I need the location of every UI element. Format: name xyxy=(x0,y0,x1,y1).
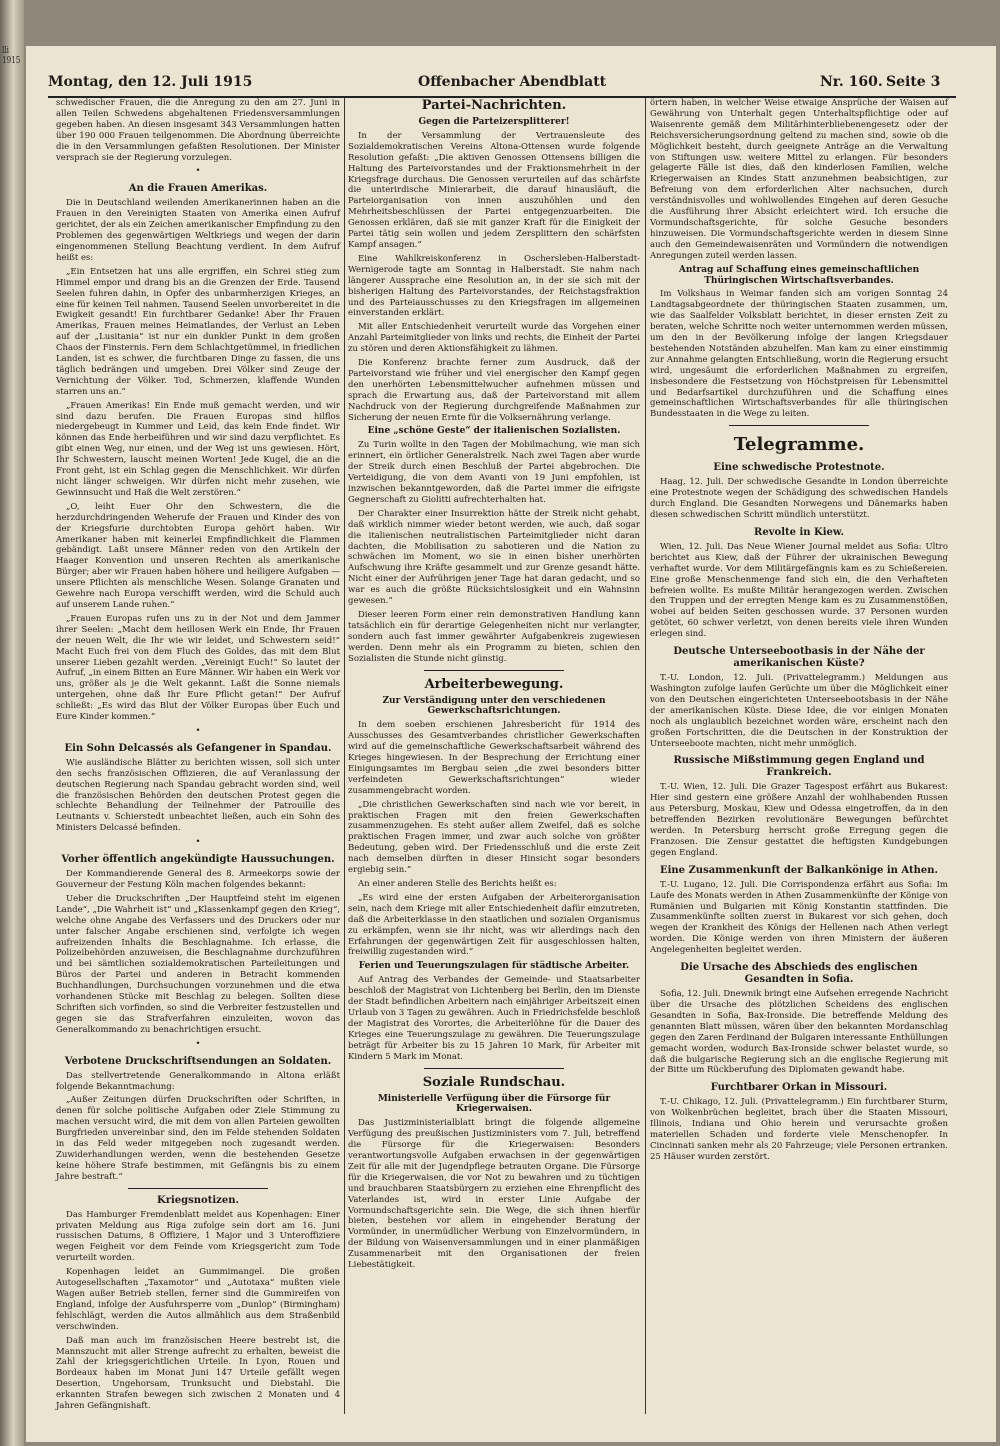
article-text: Der Kommandierende General des 8. Armeekorps sowie der Gouverneur der Festung Köln machen folgendes bekannt: xyxy=(56,869,340,890)
previous-page-edge xyxy=(0,0,24,1446)
article-text: Eine Wahlkreiskonferenz in Oschersleben-Halberstadt-Wernigerode tagte am Sonntag in Halberstadt. Sie nahm nach längerer Aussprache eine Resolution an, in der sie sich mit der bisherigen Haltung des Parteivorstandes, der Reichstagsfraktion und des Parteiausschusses zu den Kriegsfragen im allgemeinen einverstanden erklärt. xyxy=(348,253,640,319)
article-text: T.-U. Lugano, 12. Juli. Die Corrispondenza erfährt aus Sofia: Im Laufe des Monats werden in Athen Zusammenkünfte der Könige von Rumänien und Bulgarien mit König Konstantin stattfinden. Die Zusammenkünfte sollten zuerst in Bukarest vor sich gehen, doch wegen der Krankheit des Königs der Hellenen nach Athen verlegt worden. Die Könige werden von ihren Ministern der äußeren Angelegenheiten begleitet werden. xyxy=(650,879,948,956)
article-text: örtern haben, in welcher Weise etwaige Ansprüche der Waisen auf Gewährung von Unterhalt gegen Unterhaltspflichtige oder auf Waisenrente gemäß dem Militärhinterbliebenengesetz oder der Reichsversicherungsordnung geltend zu machen sind, sowie ob die Möglichkeit besteht, durch geeignete Anträge an die Verwaltung von Stiftungen usw. weitere Mittel zu erlangen. Für besonders gelagerte Fälle ist dies, daß den kinderlosen Familien, welche Kriegerwaisen an Kindes Statt anzunehmen beabsichtigen, zur Befreiung von dem erforderlichen Alter nachsuchen, durch verständnisvolles und wohlwollendes Eingehen auf deren Gesuche die Ausführung ihrer Absicht erleichtert wird. Ich ersuche die Vormundschaftsgerichte, für solche Gesuche besonders hinzuweisen. Die Vormundschaftsgerichte werden in diesem Sinne auch den Gemeindewaisenräten und Vormündern die notwendigen Anregungen zuteil werden lassen. xyxy=(650,98,948,261)
headline-druckschriften: Verbotene Druckschriftsendungen an Soldaten. xyxy=(64,1055,332,1067)
separator-line xyxy=(424,670,564,671)
article-text: Haag, 12. Juli. Der schwedische Gesandte in London überreichte eine Protestnote wegen der Schädigung des schwedischen Handels durch England. Die Gesandten Norwegens und Dänemarks haben diesen schwedischen Schritt mündlich unterstützt. xyxy=(650,477,948,520)
headline-soziale-rundschau: Soziale Rundschau. xyxy=(422,1074,566,1090)
column-2 xyxy=(348,98,640,1274)
article-text: Daß man auch im französischen Heere bestrebt ist, die Mannszucht mit aller Strenge aufrecht zu erhalten, beweist die Zahl der kriegsgerichtlichen Urteile. In Lyon, Rouen und Bordeaux haben im Monat Juni 147 Urteile gefällt wegen Desertion, Ungehorsam, Trunksucht und Diebstahl. Die erkannten Strafen bewegen sich zwischen 2 Monaten und 4 Jahren Gefängnishaft. xyxy=(56,1335,340,1412)
article-text: schwedischer Frauen, die die Anregung zu den am 27. Juni in allen Teilen Schwedens abgehaltenen Friedensversammlungen gegeben haben. An diesen insgesamt 343 Versammlungen hatten über 190 000 Frauen teilgenommen. Die Abordnung überreichte die in den Versammlungen gefaßten Resolutionen. Der Minister versprach sie der Regierung vorzulegen. xyxy=(56,98,340,163)
article-text: T.-U. Wien, 12. Juli. Die Grazer Tagespost erfährt aus Bukarest: Hier sind gestern eine größere Anzahl der wohlhabenden Russen aus Petersburg, Moskau, Kiew und Odessa eingetroffen, da in den betreffenden Bezirken revolutionäre Bewegungen befürchtet werden. In Petersburg herrscht große Erregung gegen die Franzosen. Die Zensur gestattet die heftigsten Kundgebungen gegen England. xyxy=(650,782,948,858)
article-text: Die Konferenz brachte ferner zum Ausdruck, daß der Parteivorstand wie früher und viel energischer den Kampf gegen den unerhörten Lebensmittelwucher aufnehmen müssen und sprach die Erwartung aus, daß der Parteivorstand mit allem Nachdruck von der Regierung durchgreifende Maßnahmen zur Sicherung der neuen Ernte für die Volksernährung verlange. xyxy=(348,358,640,423)
separator-line xyxy=(128,1188,268,1189)
column-rule xyxy=(645,98,646,1414)
separator-dot: • xyxy=(195,725,201,736)
previous-page-fragment: lli 1915 xyxy=(2,46,21,66)
article-text: „Frauen Europas rufen uns zu in der Not und dem Jammer ihrer Seelen: „Macht dem heillosen Werk ein Ende, Ihr Frauen der neuen Welt, die Ihr wie wir leidet, und Schwestern seid!“ Macht Euch frei von dem Fluch des Goldes, das mit dem Blut unserer Lieben gezahlt werden. „Vereinigt Euch!“ So lautet der Aufruf, „in einem Bitten an Eure Männer. Wir haben ein Werk vor uns, größer als je die Welt gekannt. Laßt die Sonne niemals untergehen, ohne daß Ihr Eure Pflicht getan!“ Der Aufruf schließt: „Es wird das Blut der Völker Europas über Euch und Eure Kinder kommen.“ xyxy=(56,613,340,723)
article-text: In der Versammlung der Vertrauensleute des Sozialdemokratischen Vereins Altona-Ottensen wurde folgende Resolution gefaßt: „Die aktiven Genossen Ottensens billigen die Haltung des Parteivorstandes und der Fraktionsmehrheit in der Kriegsfrage durchaus. Die Genossen verurteilen auf das schärfste die unterirdische Minierarbeit, die darauf hinausläuft, die Parteiorganisation von innen auszuhöhlen und den Mehrheitsbeschlüssen der Partei entgegenzuarbeiten. Die Genossen erklären, daß sie mit ganzer Kraft für die Einigkeit der Partei tätig sein wollen und jedem Zersplittern den schärfsten Kampf ansagen.“ xyxy=(348,130,640,250)
article-text: Das Hamburger Fremdenblatt meldet aus Kopenhagen: Einer privaten Meldung aus Riga zufolge sein dort am 16. Juni russischen Datums, 8 Offiziere, 1 Major und 3 Unteroffiziere wegen Feigheit vor dem Feinde vom Kriegsgericht zum Tode verurteilt worden. xyxy=(56,1209,340,1264)
article-text: Im Volkshaus in Weimar fanden sich am vorigen Sonntag 24 Landtagsabgeordnete der thüringischen Staaten zusammen, um, wie das Saalfelder Volksblatt berichtet, in dieser ernsten Zeit zu beraten, welche Schritte noch weiter unternommen werden müssen, um den in der Bevölkerung infolge der langen Kriegsdauer bestehenden Notständen abzuhelfen. Man kam zu einer einstimmig zur Annahme gelangten Entschließung, worin die Regierung ersucht wird, ungesäumt die erforderlichen Maßnahmen zu ergreifen, insbesondere die Festsetzung von Höchstpreisen für Lebensmittel und Bedarfsartikel durchzuführen und die Schaffung eines gemeinschaftlichen Wirtschaftsverbandes für alle thüringischen Bundesstaaten in die Wege zu leiten. xyxy=(650,289,948,420)
separator-dot: • xyxy=(195,166,201,177)
headline-russische-missstimmung: Russische Mißstimmung gegen England und Frankreich. xyxy=(673,755,925,779)
column-rule xyxy=(344,98,345,1414)
article-text: Kopenhagen leidet an Gummimangel. Die großen Autogesellschaften „Taxamotor“ und „Autotaxa“ mußten viele Wagen außer Betrieb stellen, ferner sind die Gummireifen von England, infolge der Ausfuhrsperre vom „Dunlop“ (Birmingham) fehlschlägt, werden die Autos allmählich aus dem Straßenbild verschwinden. xyxy=(56,1267,340,1332)
headline-partei-nachrichten: Partei-Nachrichten. xyxy=(421,98,567,113)
article-text: „Ein Entsetzen hat uns alle ergriffen, ein Schrei stieg zum Himmel empor und drang bis an die Grenzen der Erde. Tausend Seelen fuhren dahin, in Opfer des unbarmherzigen Krieges, an eine für keinen Teil nahmen. Tausend Seelen unvorbereitet in die Ewigkeit gesandt! Ein furchtbarer Gedanke! Aber Ihr Frauen Amerikas, Frauen meines Heimatlandes, der Verlust an Leben auf der „Lusitania“ ist nur ein dunkler Punkt in dem großen Chaos der Finsternis. Fern dem Schlachtgetümmel, in friedlichen Landen, ist es schwer, die furchtbaren Dinge zu fassen, die uns täglich bedrängen und umgeben. Drei Völker sind Zeuge der Vernichtung der Völker. Tod, Schmerzen, klaffende Wunden starren uns an.“ xyxy=(56,266,340,397)
article-text: T.-U. London, 12. Juli. (Privattelegramm.) Meldungen aus Washington zufolge laufen Gerüchte um über die Möglichkeit einer von den Deutschen eingerichteten Unterseebootsbasis in der Nähe der amerikanischen Küste. Diese Idee, die vor einigen Monaten noch als unglaublich bezeichnet worden wäre, erscheint nach den großen Fortschritten, die die Deutschen in der Konstruktion der Unterseeboote machten, nicht mehr unmöglich. xyxy=(650,673,948,749)
column-1 xyxy=(56,98,340,1415)
article-text: In dem soeben erschienen Jahresbericht für 1914 des Ausschusses des Gesamtverbandes christlicher Gewerkschaften wird auf die gemeinschaftliche Gewerkschaftsarbeit während des Krieges hingewiesen. In der Besprechung der Errichtung einer Einigungsamtes im Bergbau seien „die zwei besonders bitter verfeindeten Gewerkschaftsrichtungen“ wieder zusammengebracht worden. xyxy=(348,720,640,796)
headline-frauen-amerikas: An die Frauen Amerikas. xyxy=(128,183,268,195)
article-text: Wien, 12. Juli. Das Neue Wiener Journal meldet aus Sofia: Ultro berichtet aus Kiew, daß der Führer der ukrainischen Bewegung verhaftet wurde. Vor dem Militärgefängnis kam es zu Schießereien. Eine große Menschenmenge fand sich ein, die den Verhafteten befreien wollte. Es mußte Militär herangezogen werden. Zwischen den Truppen und der erregten Menge kam es zu Zusammenstößen, wobei auf beiden Seiten geschossen wurde. 37 Personen wurden getötet, 60 schwer verletzt, von denen bereits viele ihren Wunden erlegen sind. xyxy=(650,541,948,640)
subheadline: Eine „schöne Geste“ der italienischen Sozialisten. xyxy=(367,426,621,437)
article-text: Sofia, 12. Juli. Dnewnik bringt eine Aufsehen erregende Nachricht über die Ursache des plötzlichen Scheidens des englischen Gesandten in Sofia, Bax-Ironside. Die betreffende Meldung des genannten Blatt müssen, wären über den bekannten Mordanschlag gegen den Zaren Ferdinand der Bulgaren interessante Enthüllungen gemacht worden, wodurch Bax-Ironside schwer belastet wurde, so daß die bulgarische Regierung sich an die englische Regierung mit der Bitte um Rückberufung des Diplomaten gewandt habe. xyxy=(650,989,948,1076)
article-text: Ueber die Druckschriften „Der Hauptfeind steht im eigenen Lande“, „Die Wahrheit ist“ und „Klassenkampf gegen den Krieg“, welche ohne Angabe des Verfassers und des Druckers oder nur unter falscher Angabe erschienen sind, verfolgte ich wegen aufreizenden Inhalts die Beschlagnahme. Ich erlasse, die Polizeibehörden anzuweisen, die Beschlagnahme durchzuführen und bei sämtlichen sozialdemokratischen Parteileitungen und Büros der Partei und anderen in Betracht kommenden Buchhandlungen, Durchsuchungen vorzunehmen und die etwa vorhandenen Stücke mit Beschlag zu belegen. Sollten diese Schriften sich vorfinden, so sind die Verbreiter festzustellen und gegen sie das Strafverfahren einzuleiten, wovon das Generalkommando zu benachrichtigen ersucht. xyxy=(56,893,340,1035)
article-text: An einer anderen Stelle des Berichts heißt es: xyxy=(358,879,557,889)
article-text: „O, leiht Euer Ohr den Schwestern, die die herzdurchdringenden Weherufe der Frauen und Kinder des von der Kriegsfurie durchtobten Europa gehört haben. Wir Amerikaner haben mit keinerlei Empfindlichkeit die Flammen gebändigt. Laßt unsere Männer reden von den Artikeln der Haager Konvention und unseren Rechten als amerikanische Bürger; aber wir Frauen haben höhere und heiligere Aufgaben — unsere Pflichten als menschliche Wesen. Solange Granaten und Gewehre nach Europa verschifft werden, wird die Schuld auch auf unserem Lande ruhen.“ xyxy=(56,501,340,610)
article-text: Auf Antrag des Verbandes der Gemeinde- und Staatsarbeiter beschloß der Magistrat von Lichtenberg bei Berlin, den im Dienste der Stadt befindlichen Arbeitern nach einjähriger Arbeitszeit einen Urlaub von 3 Tagen zu gewähren. Auch in Friedrichsfelde beschloß der Magistrat des Vorortes, die Arbeiterlöhne für die Dauer des Krieges eine Teuerungszulage zu gewähren. Die Teuerungszulage beträgt für Arbeiter bis zu 15 Jahren 10 Mark, für Arbeiter mit Kindern 5 Mark im Monat. xyxy=(348,975,640,1062)
article-text: Die in Deutschland weilenden Amerikanerinnen haben an die Frauen in den Vereinigten Staaten von Amerika einen Aufruf gerichtet, der als ein Zeichen amerikanischer Empfindung zu den Problemen des gegenwärtigen Weltkriegs und wegen der darin eingenommenen Stellung Beachtung verdient. In dem Aufruf heißt es: xyxy=(56,198,340,263)
article-text: Zu Turin wollte in den Tagen der Mobilmachung, wie man sich erinnert, ein örtlicher Generalstreik. Nach zwei Tagen aber wurde der Streik durch einen Beschluß der Partei abgebrochen. Die Verteidigung, die von dem Avanti von 19 Juni empfohlen, ist inzwischen bekanntgeworden, daß die Partei immer die eifrigste Gegnerschaft zu Giolitti aufrechterhalten hat. xyxy=(348,440,640,505)
article-text: Dieser leeren Form einer rein demonstrativen Handlung kann tatsächlich ein für derartige Gelegenheiten nicht nur verlangter, sondern auch fast immer gewährter Aufgabenkreis zugewiesen werden. Denn mehr als ein Programm zu bieten, schien den Sozialisten die Stunde nicht günstig. xyxy=(348,609,640,664)
headline-telegramme: Telegramme. xyxy=(733,434,865,456)
subheadline: Zur Verständigung unter den verschiedenen Gewerkschaftsrichtungen. xyxy=(382,695,606,717)
subheadline: Ferien und Teuerungszulagen für städtische Arbeiter. xyxy=(358,961,630,972)
article-text: Das stellvertretende Generalkommando in Altona erläßt folgende Bekanntmachung: xyxy=(56,1070,340,1092)
article-text: T.-U. Chikago, 12. Juli. (Privattelegramm.) Ein furchtbarer Sturm, von Wolkenbrüchen begleitet, brach über die Staaten Missouri, Illinois, Indiana und Ohio herein und verursachte großen materiellen Schaden und forderte viele Menschenopfer. In Cincinnati sanken mehr als 20 Fahrzeuge; viele Personen ertranken. 25 Häuser wurden zerstört. xyxy=(650,1097,948,1162)
headline-delcasse: Ein Sohn Delcassés als Gefangener in Spandau. xyxy=(64,742,332,754)
masthead-date: Montag, den 12. Juli 1915 xyxy=(48,74,253,90)
article-text: Der Charakter einer Insurrektion hätte der Streik nicht gehabt, daß wirklich nimmer wieder betont werden, wie auch, daß sogar die italienischen neutralistischen Parteimitglieder nicht daran dachten, die Mobilisation zu sabotieren und die Nation zu schwächen im Moment, wo sie in einen bisher unerhörten Aufschwung ihre Kräfte gesammelt und zur Grenze gesandt hätte. Nicht einer der Aufrührigen jener Tage hat daran gedacht, und so war es auch die größte Rücksichtslosigkeit und ein Wahnsinn gewesen.“ xyxy=(348,508,640,607)
separator-line xyxy=(729,425,869,426)
headline-unterseebootbasis: Deutsche Unterseebootbasis in der Nähe der amerikanischen Küste? xyxy=(673,646,925,670)
separator-line xyxy=(424,1068,564,1069)
headline-gesandter-sofia: Die Ursache des Abschieds des englischen Gesandten in Sofia. xyxy=(680,962,918,986)
article-text: Mit aller Entschiedenheit verurteilt wurde das Vorgehen einer Anzahl Parteimitglieder von links und rechts, die Einheit der Partei zu stören und deren Aktionsfähigkeit zu lähmen. xyxy=(348,322,640,355)
masthead-title: Offenbacher Abendblatt xyxy=(418,74,607,90)
subheadline: Antrag auf Schaffung eines gemeinschaftlichen Thüringischen Wirtschaftsverbandes. xyxy=(678,264,920,286)
headline-arbeiterbewegung: Arbeiterbewegung. xyxy=(424,676,564,692)
article-text: „Außer Zeitungen dürfen Druckschriften oder Schriften, in denen für solche politische Aufgaben oder Ziele Stimmung zu machen versucht wird, die mit dem von allen Parteien gewollten Burgfrieden unvereinbar sind, den im Felde stehenden Soldaten in das Feld weder mitgegeben noch zugesandt werden. Zuwiderhandlungen werden, wenn die bestehenden Gesetze keine höhere Strafe bestimmen, mit Gefängnis bis zu einem Jahre bestraft.“ xyxy=(56,1095,340,1182)
column-3 xyxy=(650,98,948,1166)
headline-balkankoenige: Eine Zusammenkunft der Balkankönige in Athen. xyxy=(659,864,939,876)
article-text: „Es wird eine der ersten Aufgaben der Arbeiterorganisation sein, nach dem Kriege mit aller Entschiedenheit dafür einzutreten, daß die Arbeiterklasse in den staatlichen und sozialen Organismus zu erkämpfen, wenn sie ihr nicht, was wir allerdings nach den Erfahrungen der gegenwärtigen Zeit für ausgeschlossen halten, freiwillig zugestanden wird.“ xyxy=(348,892,640,958)
article-text: „Die christlichen Gewerkschaften sind nach wie vor bereit, in praktischen Fragen mit den freien Gewerkschaften zusammenzugehen. Es steht außer allem Zweifel, daß es solche praktischen Fragen immer, und zwar auch solche von größter Bedeutung, geben wird. Der Friedensschluß und die erste Zeit nach demselben dürften in dieser Hinsicht sogar besonders ergiebig sein.“ xyxy=(348,799,640,876)
masthead xyxy=(48,72,956,98)
headline-orkan-missouri: Furchtbarer Orkan in Missouri. xyxy=(710,1082,888,1094)
headline-haussuchungen: Vorher öffentlich angekündigte Haussuchungen. xyxy=(61,854,335,866)
separator-dot: • xyxy=(195,837,201,848)
subheadline: Ministerielle Verfügung über die Fürsorge für Kriegerwaisen. xyxy=(377,1093,611,1115)
article-text: „Frauen Amerikas! Ein Ende muß gemacht werden, und wir sind dazu berufen. Die Frauen Europas sind hilflos niedergebeugt in Kummer und Leid, das kein Ende findet. Wir können das Ende herbeiführen und wir sind dazu verpflichtet. Es gibt einen Weg, nur einen, und der Weg ist uns gewiesen. Hört, Ihr Schwestern, lauscht meinen Worten! Jede Kugel, die an die Front geht, ist ein Schlag gegen die Menschlichkeit. Wir dürfen nicht länger schweigen. Wir dürfen nicht mehr zusehen, wie Gewinnsucht und Haß die Welt zerstören.“ xyxy=(56,400,340,498)
headline-revolte-kiew: Revolte in Kiew. xyxy=(754,526,844,538)
headline-protestnote: Eine schwedische Protestnote. xyxy=(713,462,885,474)
headline-kriegsnotizen: Kriegsnotizen. xyxy=(157,1194,239,1206)
masthead-page: Seite 3 xyxy=(886,74,941,90)
subheadline: Gegen die Parteizersplitterer! xyxy=(418,117,570,127)
article-text: Das Justizministerialblatt bringt die folgende allgemeine Verfügung des preußischen Justizministers vom 7. Juli, betreffend die Fürsorge für die Kriegerwaisen: Besonders verantwortungsvolle Aufgaben erwachsen in der gegenwärtigen Zeit für alle mit der Jugendpflege betrauten Organe. Die Fürsorge für die Kriegerwaisen, die vor Not zu bewahren und zu tüchtigen und brauchbaren Staatsbürgern zu erziehen eine Ehrenpflicht des Vaterlandes ist, wird in erster Linie Aufgabe der Vormundschaftsgerichte sein. Die Wege, die sich ihnen hierfür bieten, bestehen vor allem in eingehender Beratung der Vormünder, in unermüdlicher Werbung von Einzelvormündern, in der Bildung von Waisenversammlungen und in einer planmäßigen Zusammenarbeit mit den Organisationen der freien Liebestätigkeit. xyxy=(348,1118,640,1271)
separator-dot: • xyxy=(195,1038,201,1049)
masthead-issue: Nr. 160. xyxy=(820,74,883,90)
article-text: Wie ausländische Blätter zu berichten wissen, soll sich unter den sechs französischen Offizieren, die auf Veranlassung der deutschen Regierung nach Spandau gebracht worden sind, weil die französischen Behörden den deutschen Protest gegen die schlechte Behandlung der Teilnehmer der Patrouille des Leutnants v. Schierstedt unbeachtet ließen, auch ein Sohn des Ministers Delcassé befinden. xyxy=(56,757,340,834)
